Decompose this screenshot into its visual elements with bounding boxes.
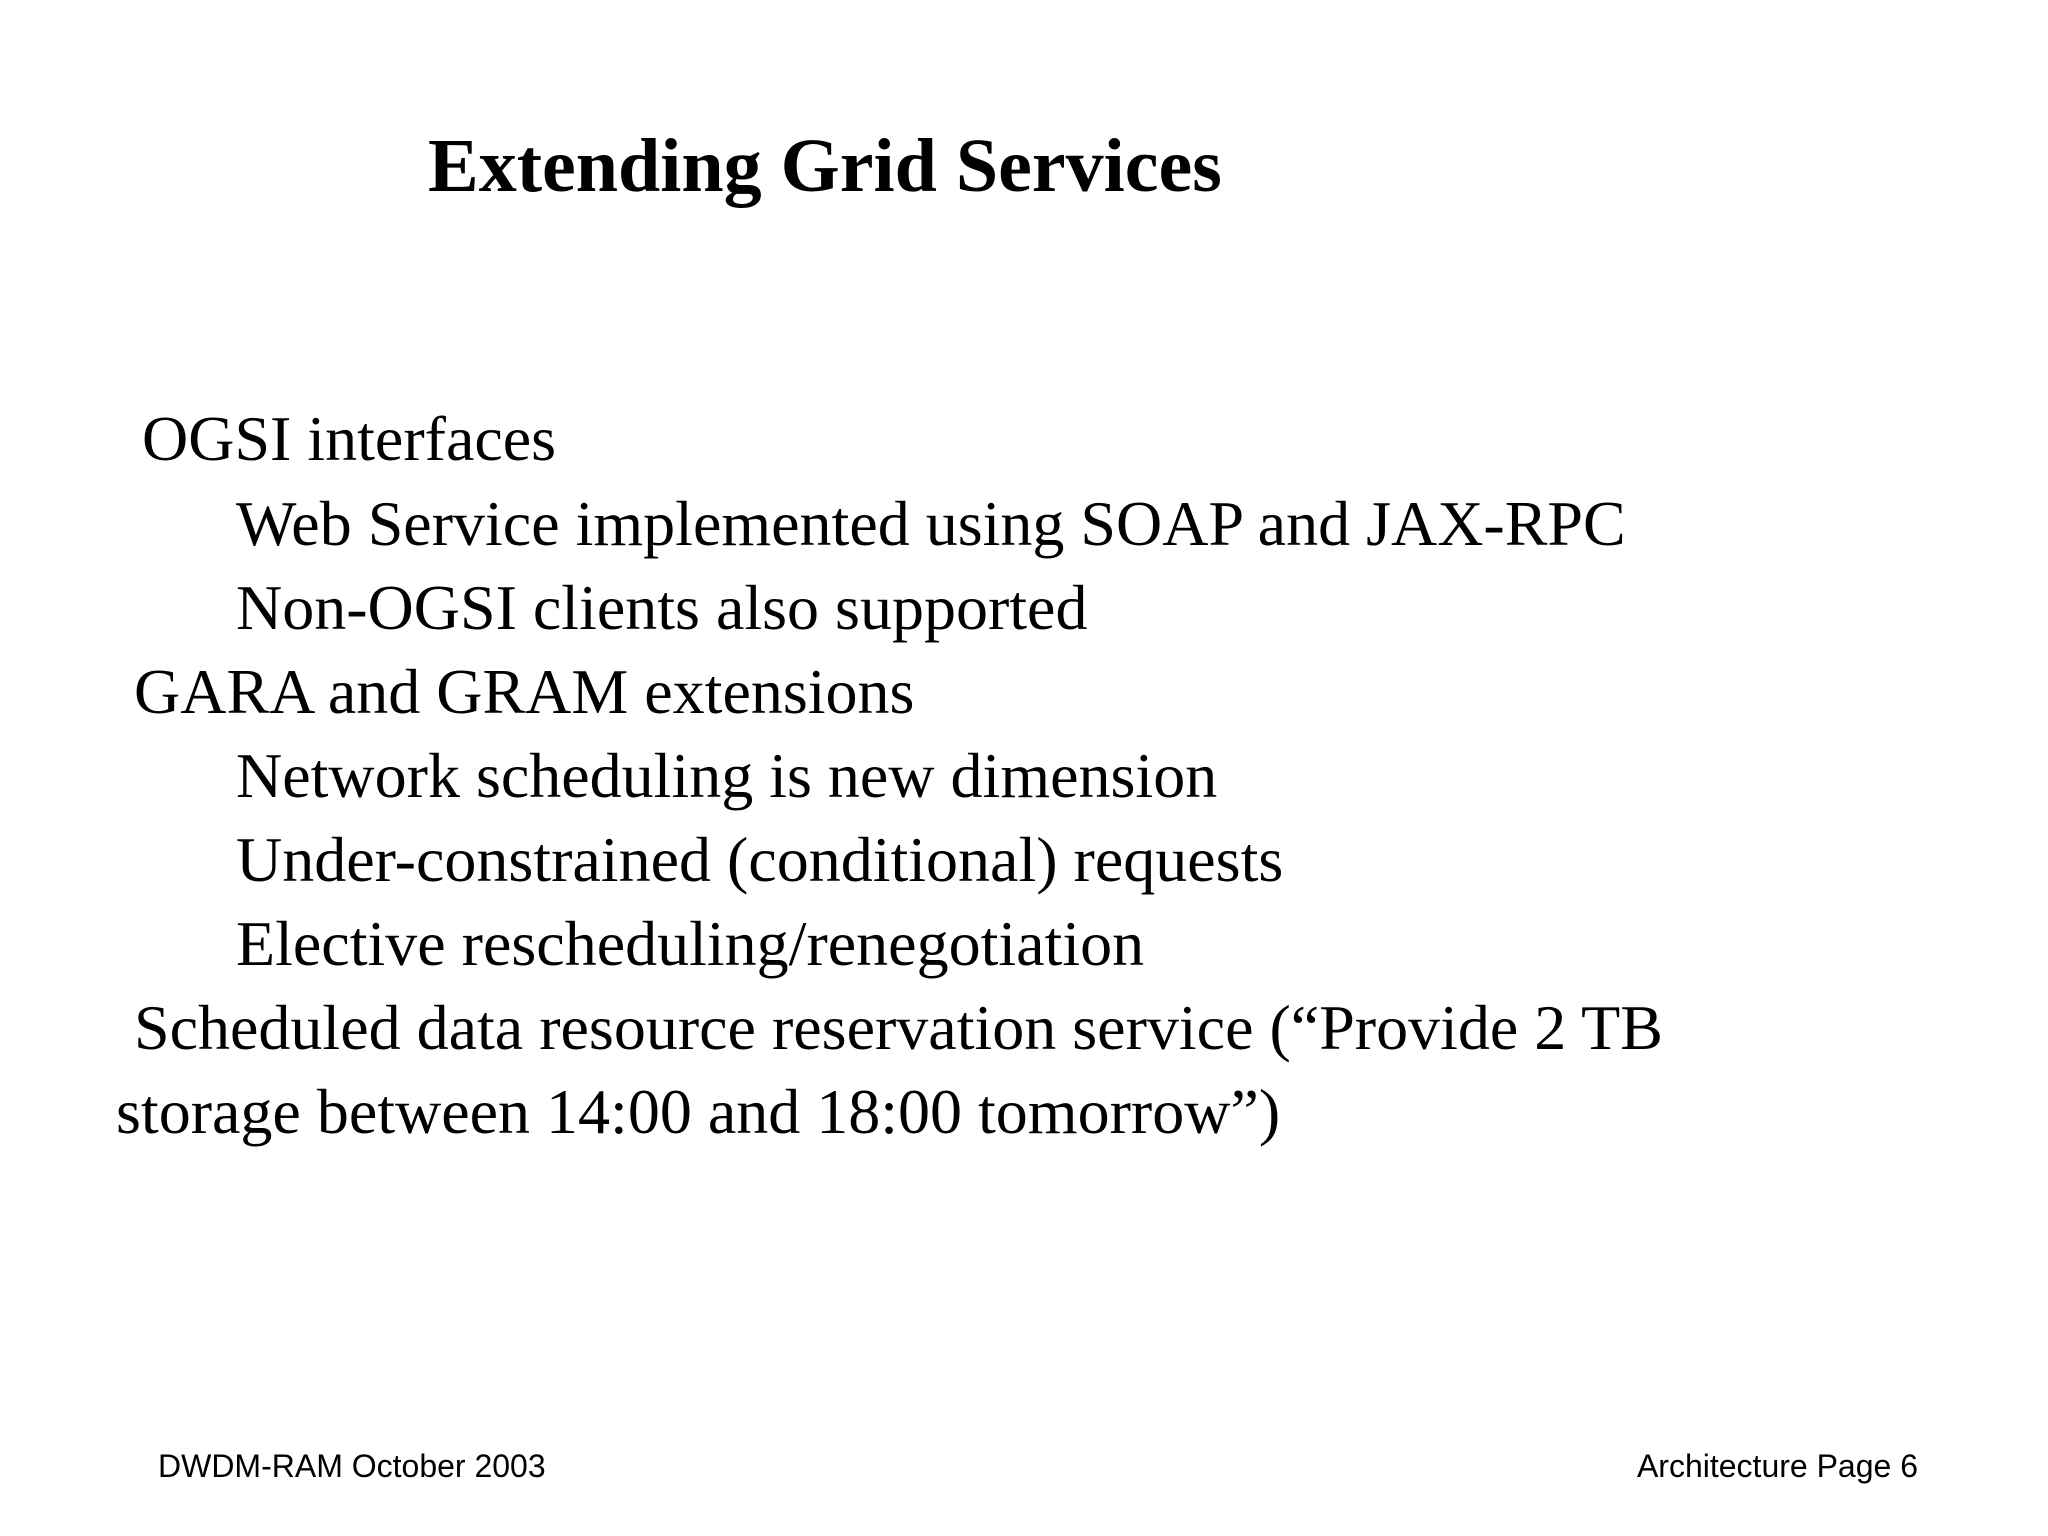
sub-bullet-elective-rescheduling: Elective rescheduling/renegotiation xyxy=(236,908,1145,979)
footer-left: DWDM-RAM October 2003 xyxy=(158,1448,546,1484)
sub-bullet-web-service: Web Service implemented using SOAP and JAX-RPC xyxy=(236,488,1626,559)
sub-bullet-network-scheduling: Network scheduling is new dimension xyxy=(236,740,1218,811)
sub-bullet-under-constrained: Under-constrained (conditional) requests xyxy=(236,824,1284,895)
footer-right: Architecture Page 6 xyxy=(1636,1448,1918,1484)
sub-bullet-non-ogsi-clients: Non-OGSI clients also supported xyxy=(236,572,1088,643)
bullet-ogsi-interfaces: OGSI interfaces xyxy=(142,403,557,474)
bullet-scheduled-data-reservation-continued: storage between 14:00 and 18:00 tomorrow”) xyxy=(116,1076,1281,1147)
bullet-gara-gram: GARA and GRAM extensions xyxy=(134,656,915,727)
slide-title: Extending Grid Services xyxy=(428,124,1222,208)
bullet-scheduled-data-reservation: Scheduled data resource reservation service (“Provide 2 TB xyxy=(134,992,1663,1063)
